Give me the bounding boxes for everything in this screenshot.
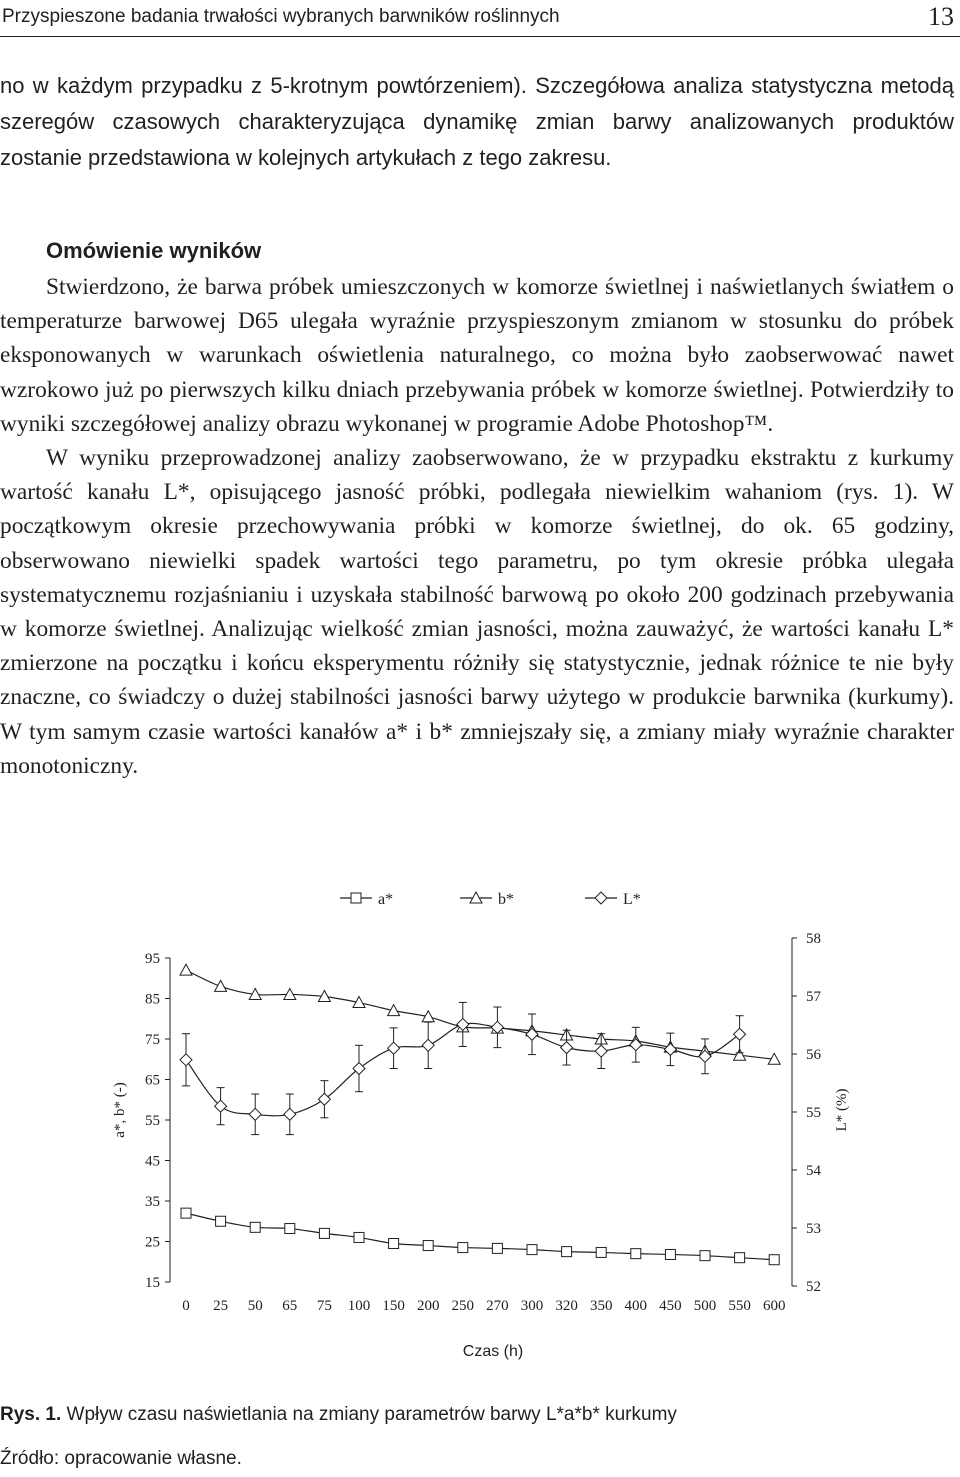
x-tick-label: 75 (316, 1298, 332, 1314)
data-point (181, 1208, 191, 1218)
data-point (249, 1108, 261, 1120)
caption-label: Rys. 1. (0, 1404, 62, 1425)
y-tick-label-left: 95 (145, 951, 160, 967)
data-point (318, 1093, 330, 1105)
paragraph: Stwierdzono, że barwa próbek umieszczonych w komorze świetlnej i naświetlanych światłem o temperaturze barwowej D65 ulegała wyraźnie przyspieszonym zmianom w stosunku do próbek eksponowanych w warunkach oświetlenia naturalnego, co można było zaobserwować nawet wzrokowo już po pierwszych kilku dniach przebywania próbek w komorze świetlnej. Potwierdziły to wyniki szczegółowej analizy obrazu wykonanej w programie Adobe Photoshop™. (0, 274, 954, 437)
paragraph: W wyniku przeprowadzonej analizy zaobserwowano, że w przypadku ekstraktu z kurkumy wartość kanału L*, opisującego jasność próbki, podlegała niewielkim wahaniom (rys. 1). W początkowym okresie przechowywania próbki w komorze świetlnej, do ok. 65 godziny, obserwowano niewielki spadek wartości tego parametru, po tym okresie próbka ulegała systematycznemu rozjaśnianiu i uzyskała stabilność barwową po około 200 godzinach przebywania w komorze świetlnej. Analizując wielkość zmian jasności, można zauważyć, że wartości kanału L* zmierzone na początku i końcu eksperymentu różniły się statystycznie, jednak różnice te nie były znaczne, co świadczy o dużej stabilności jasności barwy użytego w produkcie barwnika (kurkumy). W tym samym czasie wartości kanałów a* i b* zmniejszały się, a zmiany miały wyraźnie charakter monotoniczny. (0, 445, 954, 779)
y-tick-label-left: 75 (145, 1032, 160, 1048)
chart-series (180, 964, 780, 1265)
y-axis-label-right: L* (%) (834, 1088, 850, 1132)
data-point (353, 1063, 365, 1075)
data-point (250, 1222, 260, 1232)
y-tick-label-left: 25 (145, 1234, 160, 1251)
data-point (284, 1108, 296, 1120)
data-point (216, 1216, 226, 1226)
y-tick-label-left: 15 (145, 1275, 160, 1291)
data-point (561, 1042, 573, 1054)
legend-marker-diamond (595, 892, 607, 904)
x-tick-label: 300 (520, 1298, 544, 1314)
figure-chart (0, 870, 960, 1370)
data-point (180, 1054, 192, 1066)
intro-paragraph: no w każdym przypadku z 5-krotnym powtórzeniem). Szczegółowa analiza statystyczna metodą szeregów czasowych charakteryzująca dynamikę zmian barwy analizowanych produktów zostanie przedstawiona w kolejnych artykułach z tego zakresu. (0, 73, 954, 170)
x-tick-label: 65 (282, 1298, 298, 1314)
data-point (562, 1247, 572, 1257)
running-header (0, 0, 960, 37)
caption-text: Wpływ czasu naświetlania na zmiany parametrów barwy L*a*b* kurkumy (66, 1404, 677, 1425)
y-tick-label-right: 57 (806, 989, 821, 1005)
y-tick-label-left: 45 (145, 1153, 160, 1170)
x-tick-label: 600 (762, 1298, 786, 1314)
y-tick-label-right: 58 (806, 931, 821, 947)
data-point (422, 1039, 434, 1051)
x-tick-label: 270 (486, 1298, 509, 1314)
x-tick-label: 0 (182, 1298, 190, 1314)
data-point (285, 1224, 295, 1234)
data-point (734, 1028, 746, 1040)
x-tick-label: 250 (451, 1298, 475, 1314)
series-line (186, 1213, 774, 1260)
data-point (423, 1241, 433, 1251)
data-point (354, 1232, 364, 1242)
page-number: 13 (928, 2, 954, 31)
y-axis-label-left: a*, b* (-) (112, 1082, 128, 1138)
legend-marker-square (351, 893, 361, 903)
figure-source: Źródło: opracowanie własne. (0, 1448, 242, 1469)
section-heading: Omówienie wyników (46, 238, 262, 263)
legend-label: a* (378, 891, 394, 908)
x-tick-label: 450 (659, 1298, 682, 1314)
x-tick-label: 50 (247, 1298, 263, 1314)
x-tick-label: 550 (728, 1298, 751, 1314)
series-b-star (180, 964, 780, 1064)
data-point (180, 964, 192, 975)
x-tick-label: 320 (555, 1298, 578, 1314)
series-L-star (180, 1002, 746, 1134)
series-line (186, 970, 774, 1059)
data-point (665, 1249, 675, 1259)
data-point (595, 1045, 607, 1057)
data-point (769, 1255, 779, 1265)
data-point (458, 1243, 468, 1253)
figure-caption (0, 1404, 677, 1426)
line-chart (0, 870, 960, 1370)
series-a-star (181, 1208, 779, 1265)
legend-label: L* (623, 891, 641, 908)
data-point (735, 1253, 745, 1263)
data-point (631, 1249, 641, 1259)
x-tick-label: 150 (382, 1298, 405, 1314)
chart-legend (340, 891, 641, 908)
x-tick-label: 350 (589, 1298, 613, 1314)
y-tick-label-right: 53 (806, 1221, 821, 1237)
data-point (664, 1043, 676, 1055)
data-point (319, 1228, 329, 1238)
data-point (596, 1247, 606, 1257)
y-tick-label-right: 55 (806, 1105, 821, 1121)
y-tick-label-right: 52 (806, 1279, 821, 1295)
x-tick-label: 200 (416, 1298, 440, 1314)
y-tick-label-left: 35 (145, 1194, 160, 1210)
x-tick-label: 500 (693, 1298, 717, 1314)
y-tick-label-left: 85 (145, 991, 160, 1008)
y-tick-label-right: 56 (806, 1047, 821, 1063)
data-point (389, 1239, 399, 1249)
data-point (700, 1251, 710, 1261)
x-tick-label: 400 (624, 1298, 648, 1314)
x-tick-label: 100 (347, 1298, 371, 1314)
data-point (492, 1243, 502, 1253)
y-tick-label-right: 54 (806, 1163, 821, 1179)
x-tick-label: 25 (213, 1298, 229, 1314)
legend-label: b* (498, 891, 514, 908)
data-point (527, 1245, 537, 1255)
x-axis-label: Czas (h) (462, 1343, 524, 1360)
running-title: Przyspieszone badania trwałości wybranych barwników roślinnych (2, 6, 560, 27)
data-point (388, 1042, 400, 1054)
y-tick-label-left: 55 (145, 1113, 160, 1129)
section-body (0, 270, 954, 783)
data-point (215, 980, 227, 991)
y-tick-label-left: 65 (145, 1072, 160, 1089)
